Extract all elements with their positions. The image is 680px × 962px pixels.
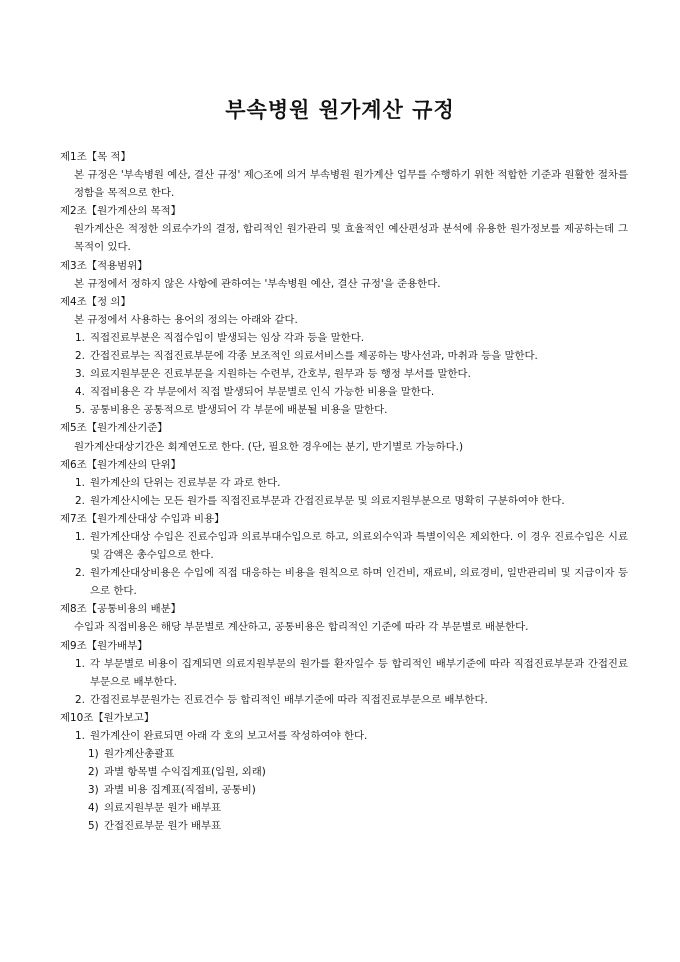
list-item (60, 492, 628, 510)
article-5-heading: 제5조【원가계산기준】 (60, 422, 168, 435)
sub-item-text: 원가계산총괄표 (104, 748, 175, 761)
item-number: 3. (75, 368, 85, 381)
list-item (60, 564, 628, 600)
item-text: 원가계산의 단위는 진료부문 각 과로 한다. (90, 476, 281, 489)
article-8-paragraph: 수입과 직접비용은 해당 부문별로 계산하고, 공통비용은 합리적인 기준에 따라 각 부문별로 배분한다. (74, 621, 529, 634)
article-10-heading: 제10조【원가보고】 (60, 711, 155, 724)
article-1-heading: 제1조【목 적】 (60, 151, 131, 163)
item-number: 2. (75, 567, 85, 580)
item-number: 2. (75, 350, 85, 363)
list-item (60, 691, 628, 709)
sub-item-text: 과별 항목별 수익집계표(입원, 외래) (104, 766, 266, 779)
item-number: 5. (75, 404, 85, 417)
item-text: 원가계산대상 수입은 진료수입과 의료부대수입으로 하고, 의료외수익과 특별이익은 제외한다. 이 경우 진료수입은 시료 및 감액은 총수입으로 한다. (90, 530, 628, 562)
item-text: 의료지원부문은 진료부문을 지원하는 수련부, 간호부, 원무과 등 행정 부서를 말한다. (90, 368, 471, 381)
item-number: 1. (75, 730, 85, 742)
article-6-heading: 제6조【원가계산의 단위】 (60, 458, 182, 471)
list-item (60, 329, 628, 347)
document-body (60, 148, 628, 836)
item-text: 원가계산대상비용은 수입에 직접 대응하는 비용을 원칙으로 하며 인건비, 재료비, 의료경비, 일반관리비 및 지급이자 등으로 한다. (90, 567, 628, 598)
list-item (60, 383, 628, 401)
document-title: 부속병원 원가계산 규정 (225, 98, 455, 122)
article-7-heading: 제7조【원가계산대상 수입과 비용】 (60, 512, 225, 525)
article-2-paragraph: 원가계산은 적정한 의료수가의 결정, 합리적인 원가관리 및 효율적인 예산편성과 분석에 유용한 원가정보를 제공하는데 그 목적이 있다. (74, 223, 628, 254)
list-item (60, 347, 628, 365)
item-text: 간접진료부문원가는 진료건수 등 합리적인 배부기준에 따라 직접진료부문으로 배부한다. (90, 693, 488, 706)
sub-list-item (60, 745, 628, 763)
item-text: 직접진료부분은 직접수입이 발생되는 임상 각과 등을 말한다. (90, 331, 365, 344)
list-item (60, 365, 628, 383)
item-number: 1. (75, 530, 85, 543)
article-9-heading: 제9조【원가배부】 (60, 639, 148, 652)
item-number: 1. (75, 476, 85, 489)
sub-list-item (60, 781, 628, 799)
article-1-paragraph: 본 규정은 '부속병원 예산, 결산 규정' 제○조에 의거 부속병원 원가계산 업무를 수행하기 위한 적합한 기준과 원활한 절차를 정함을 목적으로 한다. (74, 169, 628, 200)
sub-item-number: 2) (88, 766, 99, 779)
sub-item-text: 의료지원부문 원가 배부표 (104, 802, 222, 815)
item-number: 2. (75, 494, 85, 507)
list-item (60, 401, 628, 419)
article-3-heading: 제3조【적용범위】 (60, 259, 148, 272)
article-4-heading: 제4조【정 의】 (60, 295, 131, 308)
item-number: 1. (75, 657, 85, 670)
item-number: 4. (75, 386, 85, 399)
item-text: 원가계산시에는 모든 원가를 직접진료부문과 간접진료부문 및 의료지원부분으로 명확히 구분하여야 한다. (90, 494, 565, 507)
item-number: 1. (75, 331, 85, 344)
article-4-paragraph: 본 규정에서 사용하는 용어의 정의는 아래와 같다. (74, 313, 298, 326)
sub-item-number: 1) (88, 748, 99, 761)
article-8-heading: 제8조【공통비용의 배분】 (60, 603, 182, 616)
sub-item-number: 3) (88, 784, 99, 797)
list-item (60, 727, 628, 745)
item-text: 원가계산이 완료되면 아래 각 호의 보고서를 작성하여야 한다. (90, 730, 368, 742)
sub-list-item (60, 763, 628, 781)
item-text: 직접비용은 각 부문에서 직접 발생되어 부문별로 인식 가능한 비용을 말한다. (90, 386, 435, 399)
sub-list-item (60, 799, 628, 817)
sub-item-text: 간접진료부문 원가 배부표 (104, 820, 222, 833)
article-2-heading: 제2조【원가계산의 목적】 (60, 205, 182, 218)
list-item (60, 528, 628, 564)
sub-list-item (60, 817, 628, 835)
item-number: 2. (75, 693, 85, 706)
item-text: 각 부문별로 비용이 집계되면 의료지원부문의 원가를 환자일수 등 합리적인 배부기준에 따라 직접진료부문과 간접진료부문으로 배부한다. (90, 657, 628, 688)
sub-item-number: 5) (88, 820, 99, 833)
item-text: 공통비용은 공통적으로 발생되어 각 부문에 배분될 비용을 말한다. (90, 404, 388, 417)
article-5-paragraph: 원가계산대상기간은 회계연도로 한다. (단, 필요한 경우에는 분기, 반기별로 가능하다.) (74, 440, 464, 453)
list-item (60, 655, 628, 691)
sub-item-number: 4) (88, 802, 99, 815)
list-item (60, 474, 628, 492)
item-text: 간접진료부는 직접진료부문에 각종 보조적인 의료서비스를 제공하는 방사선과, 마취과 등을 말한다. (90, 350, 538, 363)
sub-item-text: 과별 비용 집계표(직접비, 공통비) (104, 784, 256, 797)
article-3-paragraph: 본 규정에서 정하지 않은 사항에 관하여는 '부속병원 예산, 결산 규정'을 준용한다. (74, 277, 441, 290)
